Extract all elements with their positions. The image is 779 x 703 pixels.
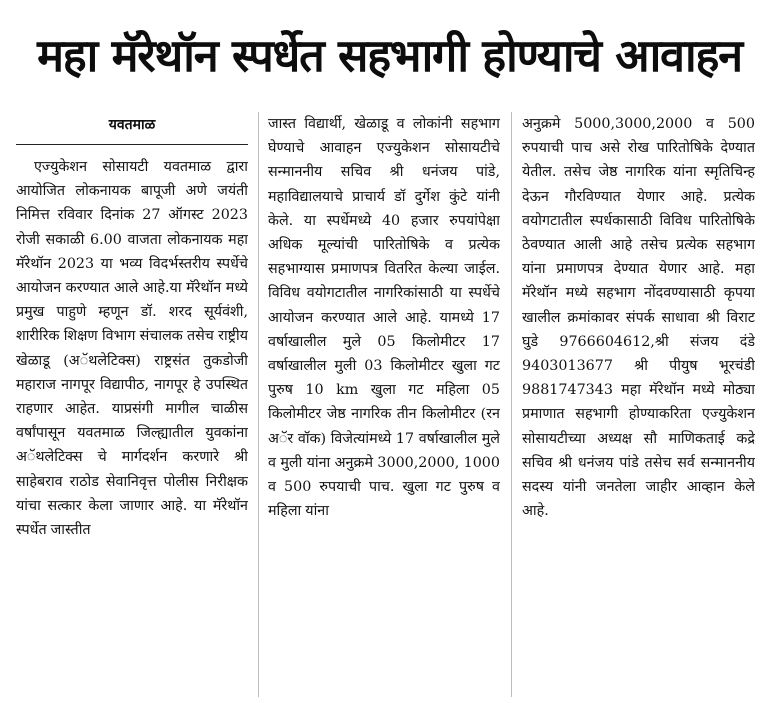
column-2-text: जास्त विद्यार्थी, खेळाडू व लोकांनी सहभाग घेण्याचे आवाहन एज्युकेशन सोसायटीचे सन्माननीय सचिव श्री धनंजय पांडे, महाविद्यालयाचे प्राचार्य डॉ दुर्गेश कुंटे यांनी केले. या स्पर्धेमध्ये 40 हजार रुपयांपेक्षा अधिक मूल्यांची पारितोषिके व प्रत्येक सहभाग्यास प्रमाणपत्र वितरित केल्या जाईल. विविध वयोगटातील नागरिकांसाठी या स्पर्धेचे आयोजन करण्यात आले आहे. यामध्ये 17 वर्षाखालील मुले 05 किलोमीटर 17 वर्षाखालील मुली 03 किलोमीटर खुला गट पुरुष 10 km खुला गट महिला 05 किलोमीटर जेष्ठ नागरिक तीन किलोमीटर (रन अॅर वॉक) विजेत्यांमध्ये 17 वर्षाखालील मुले व मुली यांना अनुक्रमे 3000,2000, 1000 व 500 रुपयाची पाच. खुला गट पुरुष व महिला यांना <box>268 116 500 520</box>
dateline: यवतमाळ <box>16 112 248 145</box>
column-divider <box>511 112 512 697</box>
column-1-text: एज्युकेशन सोसायटी यवतमाळ द्वारा आयोजित लोकनायक बापूजी अणे जयंती निमित्त रविवार दिनांक 27 ऑगस्ट 2023 रोजी सकाळी 6.00 वाजता लोकनायक महा मॅरेथॉन 2023 या भव्य विदर्भस्तरीय स्पर्धेचे आयोजन करण्यात आले आहे.या मॅरेथॉन मध्ये प्रमुख पाहुणे म्हणून डॉ. शरद सूर्यवंशी, शारीरिक शिक्षण विभाग संचालक तसेच राष्ट्रीय खेळाडू (अॅथलेटिक्स) राष्ट्रसंत तुकडोजी महाराज नागपूर विद्यापीठ, नागपूर हे उपस्थित राहणार आहेत. याप्रसंगी मागील चाळीस वर्षांपासून यवतमाळ जिल्ह्यातील युवकांना अॅथलेटिक्स चे मार्गदर्शन करणारे श्री साहेबराव राठोड सेवानिवृत्त पोलीस निरीक्षक यांचा सत्कार केला जाणार आहे. या मॅरेथॉन स्पर्धेत जास्तीत <box>16 159 248 539</box>
headline: महा मॅरेथॉन स्पर्धेत सहभागी होण्याचे आवाहन <box>37 29 742 82</box>
article-column-1 <box>16 112 248 697</box>
column-3-text: अनुक्रमे 5000,3000,2000 व 500 रुपयाची पाच असे रोख पारितोषिके देण्यात येतील. तसेच जेष्ठ नागरिक यांना स्मृतिचिन्ह देऊन गौरविण्यात येणार आहे. प्रत्येक वयोगटातील स्पर्धकासाठी विविध पारितोषिके ठेवण्यात आली आहे तसेच प्रत्येक सहभाग यांना प्रमाणपत्र देण्यात येणार आहे. महा मॅरेथॉन मध्ये सहभाग नोंदवण्यासाठी कृपया खालील क्रमांकावर संपर्क साधावा श्री विराट घुडे 9766604612,श्री संजय दंडे 9403013677 श्री पीयुष भूरचंडी 9881747343 महा मॅरेथॉन मध्ये मोठ्या प्रमाणात सहभागी होण्याकरिता एज्युकेशन सोसायटीच्या अध्यक्ष सौ माणिकताई कद्रे सचिव श्री धनंजय पांडे तसेच सर्व सन्माननीय सदस्य यांनी जनतेला जाहीर आव्हान केले आहे. <box>522 116 755 520</box>
article-column-2 <box>268 112 500 697</box>
article-column-3 <box>522 112 755 697</box>
column-divider <box>258 112 259 697</box>
